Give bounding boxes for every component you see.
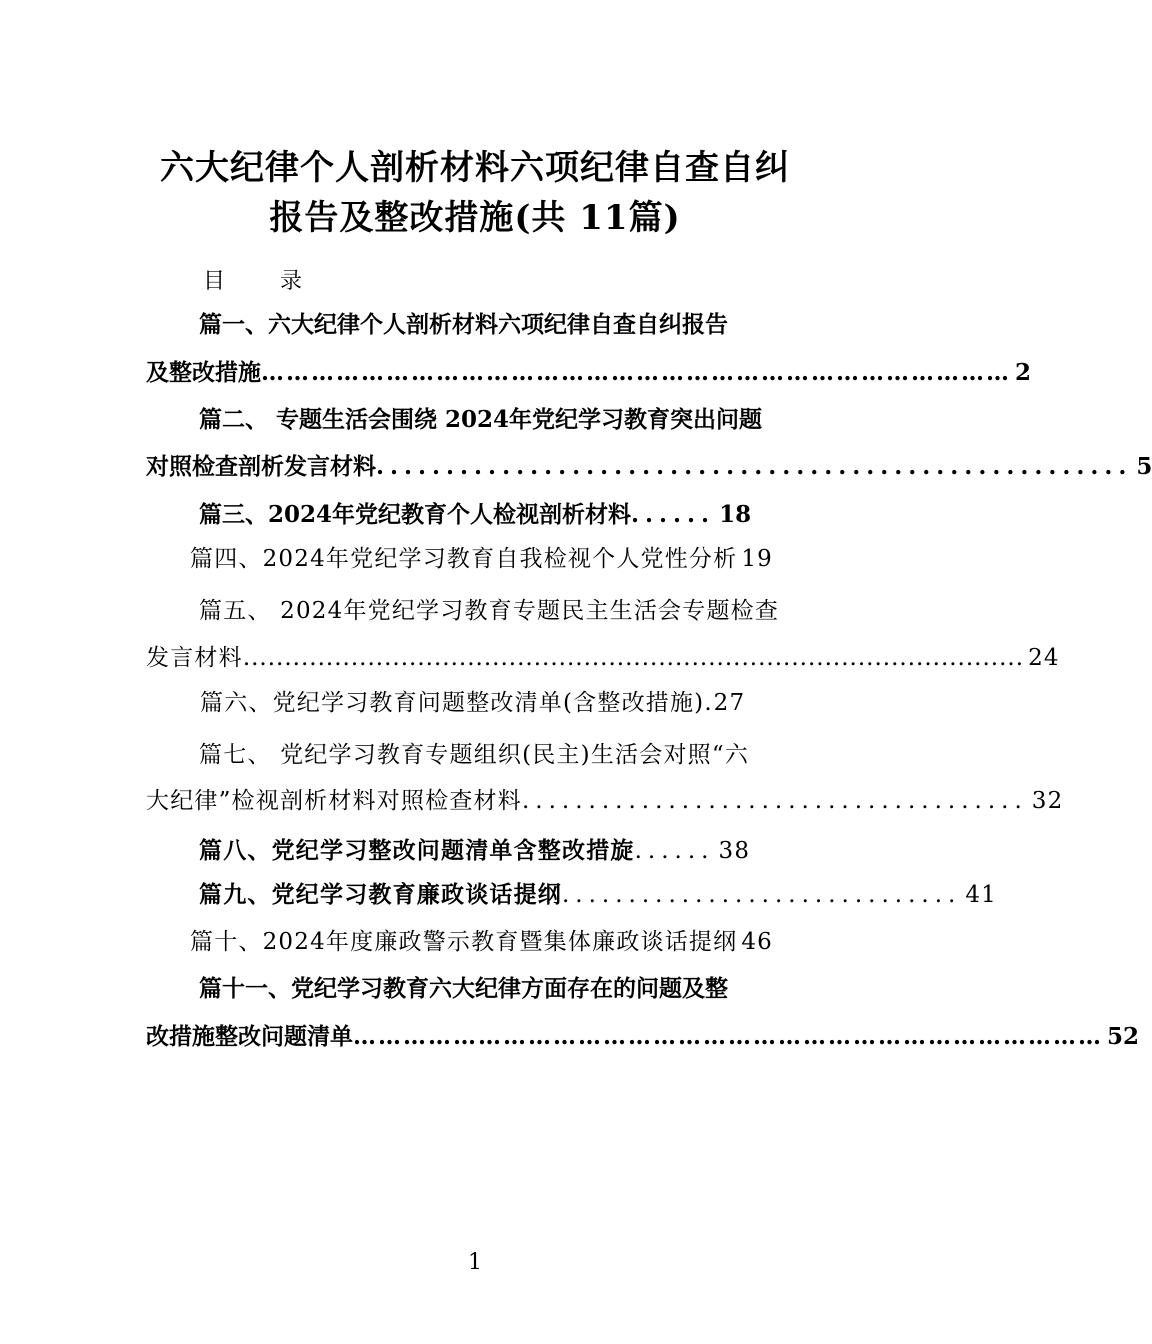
toc-entry-1-line-2[interactable]: [146, 358, 1032, 388]
toc-entry-2-title-end: 对照检查剖析发言材料: [146, 453, 376, 480]
toc-entry-2-page: 5: [1136, 453, 1152, 480]
toc-entry-10-page: 46: [741, 929, 774, 955]
document-title-line-1: 六大纪律个人剖析材料六项纪律自查自纠: [160, 148, 790, 188]
toc-entry-10[interactable]: [190, 927, 805, 957]
toc-entry-7-line-1[interactable]: 篇七、 党纪学习教育专题组织(民主)生活会对照“六: [199, 742, 750, 768]
toc-entry-7-page: 32: [1031, 788, 1064, 814]
toc-entry-11-page: 52: [1107, 1023, 1140, 1050]
toc-entry-5-title-end: 发言材料: [146, 645, 243, 671]
toc-entry-3[interactable]: [199, 500, 802, 530]
toc-entry-6-title: 篇六、党纪学习教育问题整改清单(含整改措施): [200, 690, 705, 716]
toc-entry-8[interactable]: [199, 836, 802, 866]
toc-entry-6-page: 27: [713, 690, 746, 716]
toc-entry-9-title: 篇九、党纪学习教育廉政谈话提纲: [199, 881, 562, 908]
toc-entry-5-line-2[interactable]: [146, 643, 1060, 673]
toc-entry-11-line-2[interactable]: [146, 1022, 1140, 1052]
toc-heading: 目 录: [203, 269, 326, 294]
toc-entry-4-page: 19: [741, 546, 774, 572]
toc-entry-4-title: 篇四、2024年党纪学习教育自我检视个人党性分析: [190, 546, 738, 572]
leader-dots: .: [704, 690, 714, 716]
toc-entry-11-title-end: 改措施整改问题清单: [146, 1023, 353, 1050]
toc-entry-8-title: 篇八、党纪学习整改问题清单含整改措旋: [199, 837, 635, 864]
toc-entry-9[interactable]: [199, 880, 998, 910]
leader-dots: ......................................: [521, 788, 1028, 814]
toc-entry-7-line-2[interactable]: [146, 786, 1064, 816]
toc-entry-1-line-1[interactable]: 篇一、六大纪律个人剖析材料六项纪律自查自纠报告: [199, 311, 728, 338]
leader-dots: ......: [631, 501, 716, 528]
toc-entry-3-title: 篇三、2024年党纪教育个人检视剖析材料: [199, 501, 632, 528]
toc-entry-1-page: 2: [1015, 359, 1032, 386]
toc-entry-3-page: 18: [719, 501, 752, 528]
toc-entry-5-line-1[interactable]: 篇五、 2024年党纪学习教育专题民主生活会专题检查: [199, 598, 780, 624]
toc-entry-8-page: 38: [718, 838, 751, 864]
leader-dots: ………………………………………………………………………………: [261, 359, 1011, 386]
leader-dots: ..............................................................................................: [242, 645, 1025, 671]
toc-entry-10-title: 篇十、2024年度廉政警示教育暨集体廉政谈话提纲: [190, 929, 738, 955]
leader-dots: ......: [634, 838, 715, 864]
toc-entry-6[interactable]: [200, 688, 805, 718]
leader-dots: ......................................................: [376, 453, 1133, 480]
toc-entry-11-line-1[interactable]: 篇十一、党纪学习教育六大纪律方面存在的问题及整: [199, 975, 728, 1002]
toc-entry-5-page: 24: [1028, 645, 1060, 671]
toc-entry-2-line-1[interactable]: 篇二、 专题生活会围绕 2024年党纪学习教育突出问题: [199, 406, 763, 433]
page-number: 1: [468, 1250, 482, 1275]
leader-dots: ………………………………………………………………………………: [353, 1023, 1103, 1050]
leader-dots: ..............................: [562, 882, 962, 908]
toc-entry-9-page: 41: [965, 882, 998, 908]
toc-entry-2-line-2[interactable]: [146, 452, 1152, 482]
document-title-line-2: 报告及整改措施(共 11篇): [269, 198, 681, 238]
toc-entry-7-title-end: 大纪律”检视剖析材料对照检查材料: [146, 788, 522, 814]
toc-entry-4[interactable]: [190, 544, 805, 574]
toc-entry-1-title-end: 及整改措施: [146, 359, 261, 386]
